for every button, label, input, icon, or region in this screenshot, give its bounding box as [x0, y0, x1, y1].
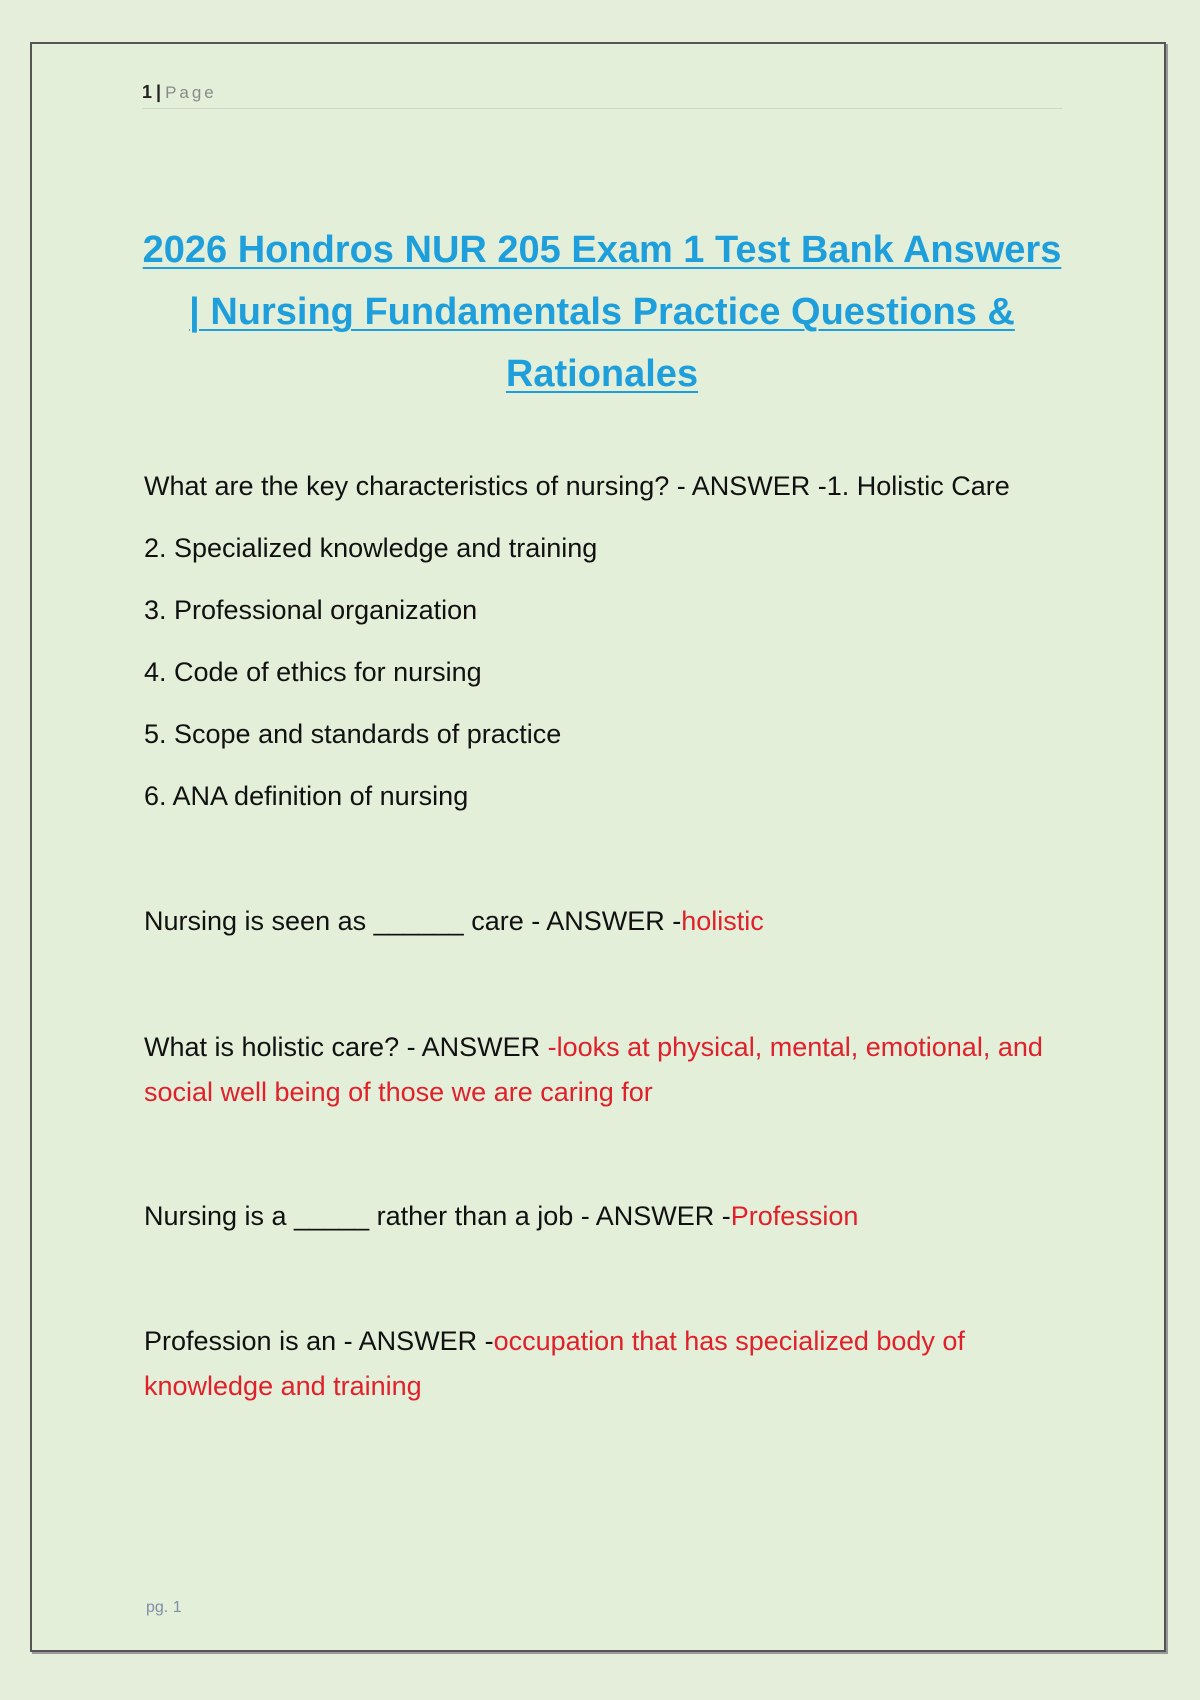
- list-item: 3. Professional organization: [144, 595, 478, 625]
- question-text: Profession is an - ANSWER -: [144, 1326, 494, 1356]
- list-item: 5. Scope and standards of practice: [144, 719, 562, 749]
- header-page-word: Page: [165, 83, 217, 102]
- qa-item: [144, 899, 1084, 944]
- question-text: What are the key characteristics of nursing? - ANSWER -: [144, 471, 827, 501]
- answer-text: Profession: [730, 1201, 859, 1231]
- list-item: 6. ANA definition of nursing: [144, 781, 469, 811]
- question-text: What is holistic care? - ANSWER: [144, 1032, 548, 1062]
- document-title[interactable]: 2026 Hondros NUR 205 Exam 1 Test Bank Answers | Nursing Fundamentals Practice Questions & Rationales: [142, 229, 1062, 395]
- list-item: 2. Specialized knowledge and training: [144, 533, 598, 563]
- list-item: 4. Code of ethics for nursing: [144, 657, 482, 687]
- answer-text: 1. Holistic Care: [826, 471, 1010, 501]
- question-text: Nursing is a _____ rather than a job - ANSWER -: [144, 1201, 731, 1231]
- header-page-number: 1: [142, 82, 153, 102]
- qa-item: [144, 464, 1084, 509]
- qa-item: [144, 1194, 1084, 1239]
- question-text: Nursing is seen as ______ care - ANSWER -: [144, 906, 682, 936]
- qa-item: [144, 1319, 1084, 1409]
- answer-text: holistic: [681, 906, 764, 936]
- page-header: [142, 82, 1062, 109]
- header-separator: |: [156, 82, 162, 102]
- answer-text: occupation that has specialized body of knowledge and training: [144, 1326, 965, 1401]
- document-page: [30, 42, 1166, 1652]
- answer-text: -looks at physical, mental, emotional, and social well being of those we are caring for: [144, 1032, 1043, 1107]
- qa-item: [144, 1025, 1084, 1115]
- page-footer: pg. 1: [146, 1599, 182, 1616]
